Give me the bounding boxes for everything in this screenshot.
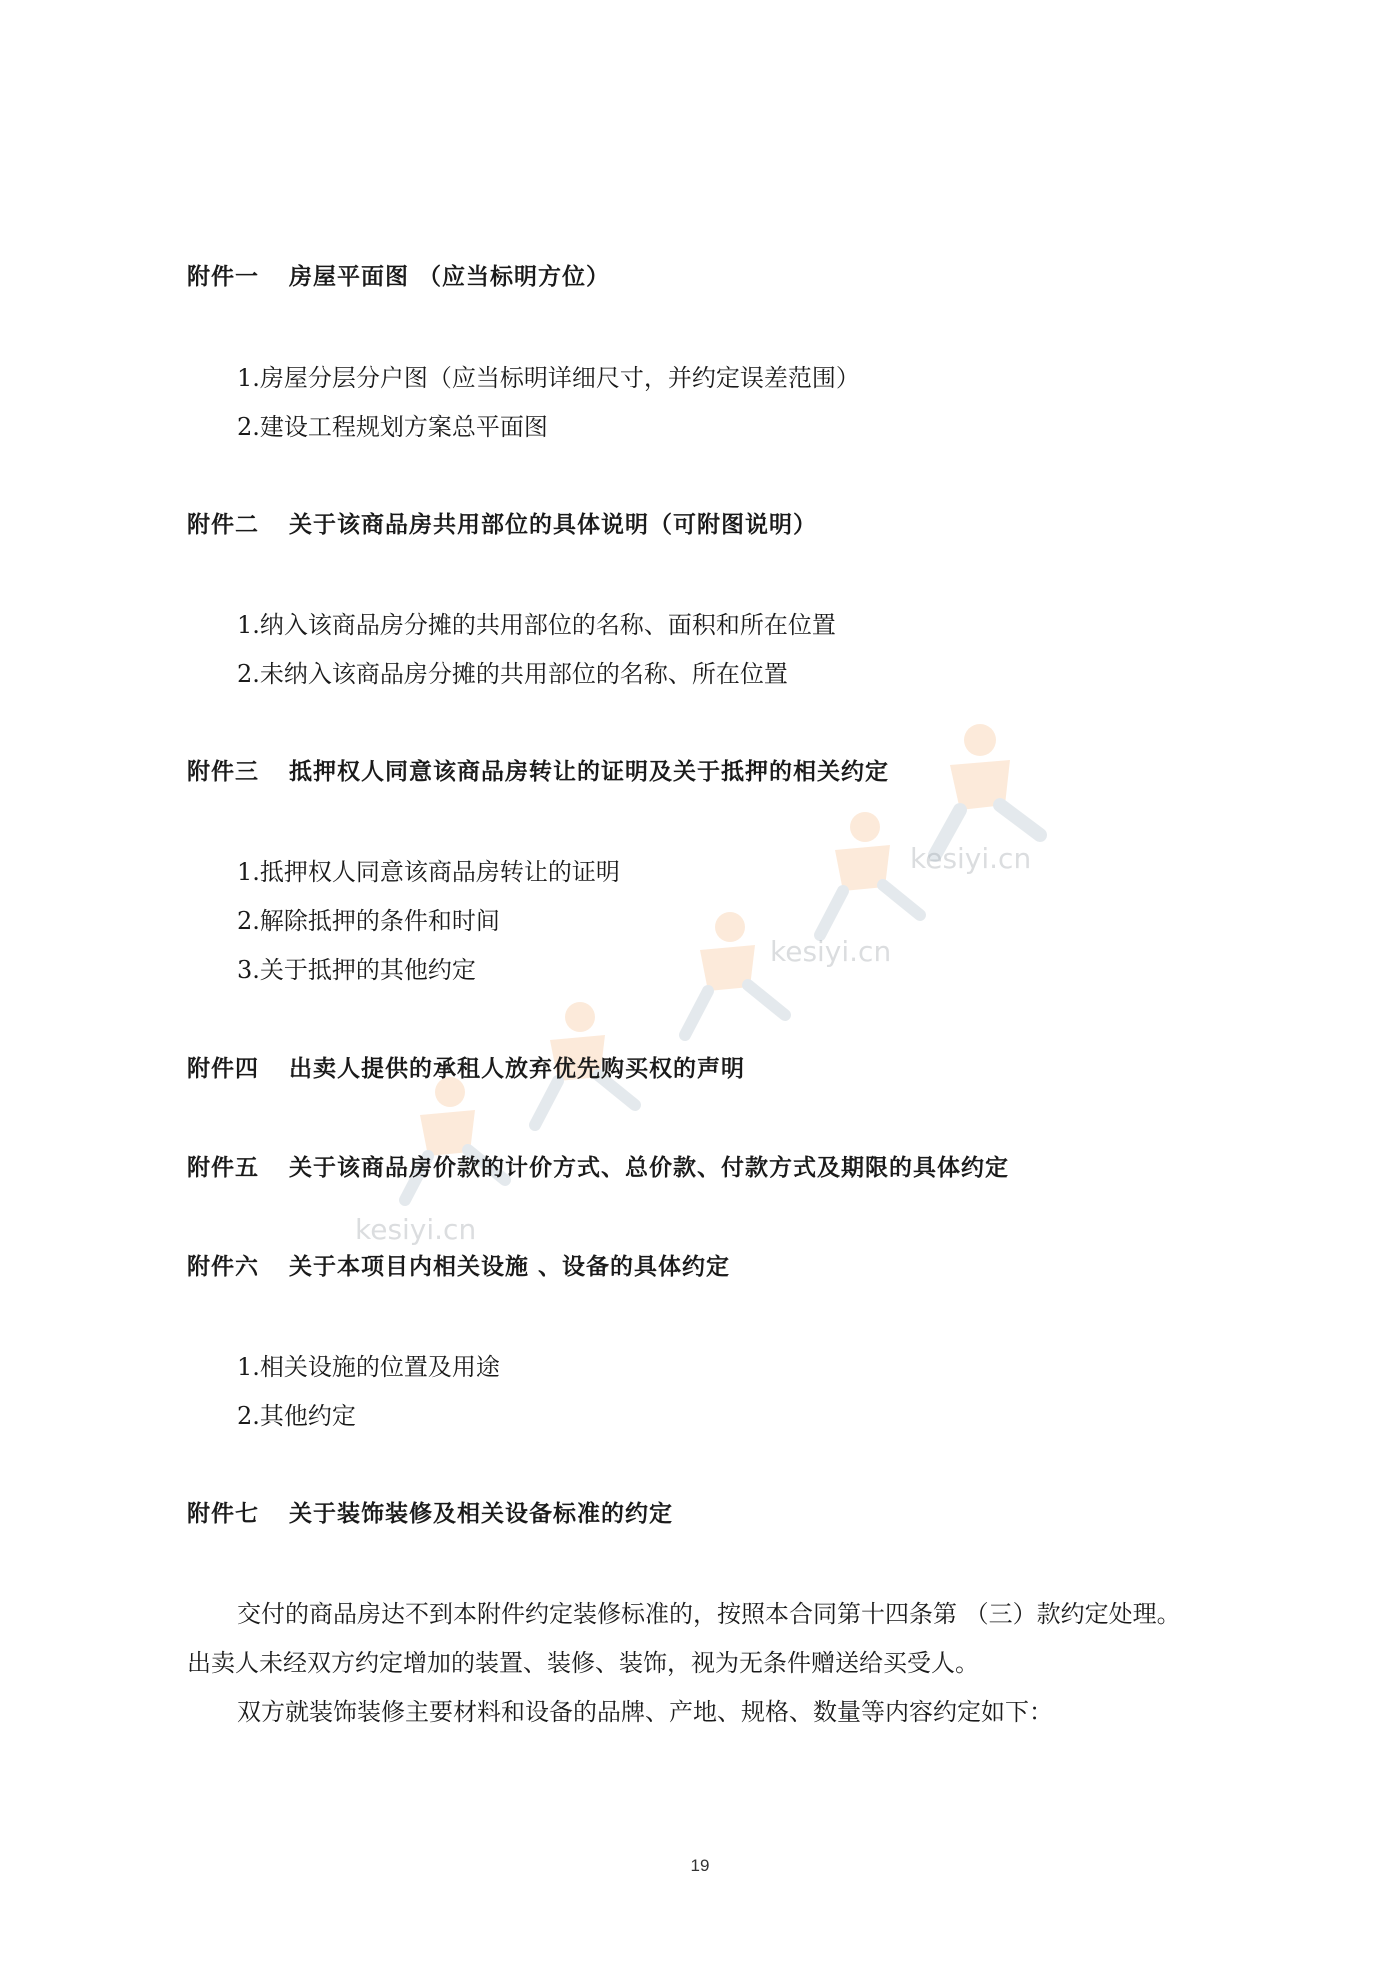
annex-heading xyxy=(187,1248,730,1281)
annex-number: 附件五 xyxy=(187,1155,259,1181)
annex-heading xyxy=(187,1495,673,1528)
annex-heading xyxy=(187,258,610,291)
watermark-text: kesiyi.cn xyxy=(770,935,892,968)
annex-title: 关于该商品房价款的计价方式、总价款、付款方式及期限的具体约定 xyxy=(289,1155,1009,1181)
annex-item: 2.未纳入该商品房分摊的共用部位的名称、所在位置 xyxy=(237,660,788,688)
annex-number: 附件七 xyxy=(187,1501,259,1527)
annex7-paragraph-line: 出卖人未经双方约定增加的装置、装修、装饰，视为无条件赠送给买受人。 xyxy=(187,1649,979,1677)
annex-title: 出卖人提供的承租人放弃优先购买权的声明 xyxy=(289,1056,745,1082)
annex-heading xyxy=(187,1050,745,1083)
annex-title: 房屋平面图 （应当标明方位） xyxy=(289,264,611,290)
annex-number: 附件六 xyxy=(187,1254,259,1280)
annex-item: 3.关于抵押的其他约定 xyxy=(237,956,476,984)
annex-title: 关于本项目内相关设施 、设备的具体约定 xyxy=(289,1254,731,1280)
watermark-text: kesiyi.cn xyxy=(355,1213,477,1246)
watermark-text: kesiyi.cn xyxy=(910,842,1032,875)
annex-item: 1.房屋分层分户图（应当标明详细尺寸，并约定误差范围） xyxy=(237,364,860,392)
annex-title: 关于该商品房共用部位的具体说明（可附图说明） xyxy=(289,512,817,538)
annex-heading xyxy=(187,1149,1009,1182)
annex-number: 附件二 xyxy=(187,512,259,538)
annex7-paragraph-line: 双方就装饰装修主要材料和设备的品牌、产地、规格、数量等内容约定如下： xyxy=(237,1698,1053,1726)
annex7-paragraph-line: 交付的商品房达不到本附件约定装修标准的，按照本合同第十四条第 （三）款约定处理。 xyxy=(237,1600,1181,1628)
annex-item: 1.相关设施的位置及用途 xyxy=(237,1353,500,1381)
annex-title: 关于装饰装修及相关设备标准的约定 xyxy=(289,1501,673,1527)
watermark-runner-figure xyxy=(640,905,800,1045)
annex-item: 2.建设工程规划方案总平面图 xyxy=(237,413,548,441)
annex-item: 2.其他约定 xyxy=(237,1402,356,1430)
page-number: 19 xyxy=(690,1856,710,1875)
annex-heading xyxy=(187,506,817,539)
annex-number: 附件一 xyxy=(187,264,259,290)
annex-item: 2.解除抵押的条件和时间 xyxy=(237,907,500,935)
annex-title: 抵押权人同意该商品房转让的证明及关于抵押的相关约定 xyxy=(289,759,889,785)
annex-number: 附件四 xyxy=(187,1056,259,1082)
annex-heading xyxy=(187,753,889,786)
watermark-runner-figure xyxy=(360,1070,520,1210)
annex-number: 附件三 xyxy=(187,759,259,785)
annex-item: 1.纳入该商品房分摊的共用部位的名称、面积和所在位置 xyxy=(237,611,836,639)
annex-item: 1.抵押权人同意该商品房转让的证明 xyxy=(237,858,620,886)
